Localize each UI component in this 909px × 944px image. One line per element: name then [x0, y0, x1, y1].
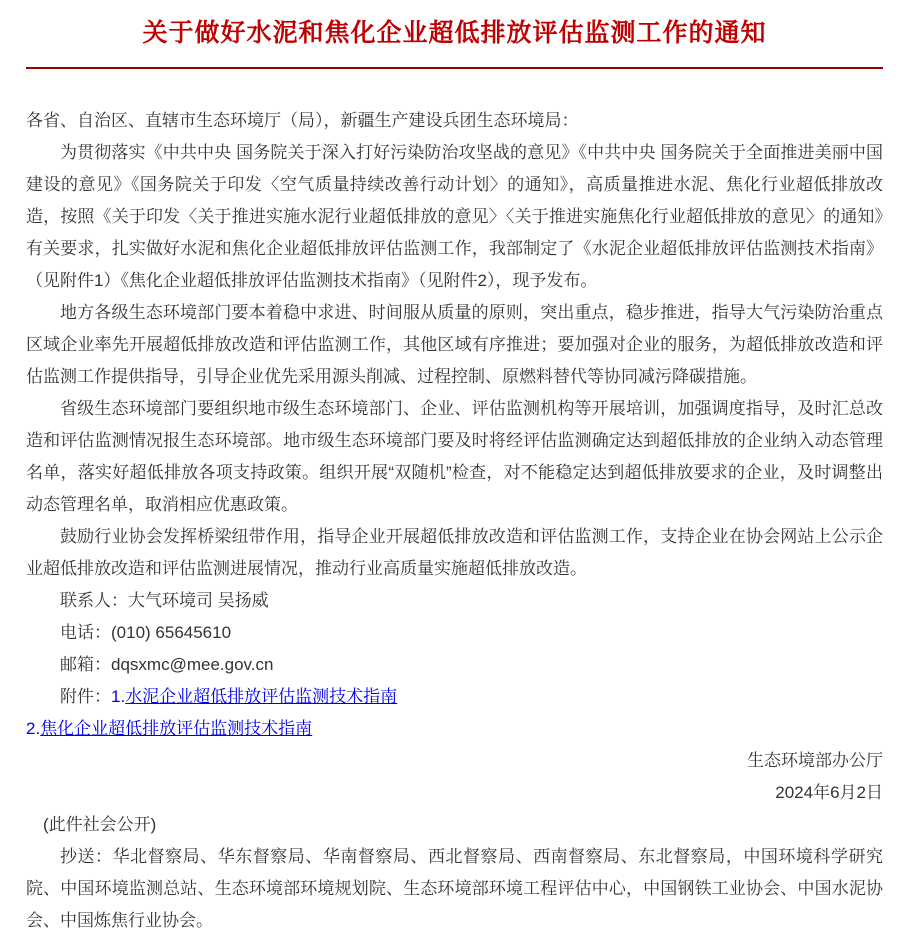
signature-date: 2024年6月2日 — [775, 783, 883, 802]
notice-body — [26, 105, 883, 937]
title-divider — [26, 67, 883, 69]
contact-phone-value: (010) 65645610 — [111, 623, 232, 642]
attachment-1-number: 1. — [111, 687, 126, 706]
paragraph-industry-associations: 鼓励行业协会发挥桥梁纽带作用，指导企业开展超低排放改造和评估监测工作，支持企业在协会网站上公示企业超低排放改造和评估监测进展情况，推动行业高质量实施超低排放改造。 — [26, 527, 883, 578]
attachment-2-number: 2. — [26, 719, 41, 738]
attachment-row-2 — [26, 713, 883, 745]
attachments-label: 附件： — [60, 687, 111, 706]
contact-email-row — [26, 649, 883, 681]
contact-email-label: 邮箱： — [60, 655, 111, 674]
attachment-link-coking-guide[interactable]: 焦化企业超低排放评估监测技术指南 — [40, 719, 313, 738]
contact-phone-row — [26, 617, 883, 649]
page-title: 关于做好水泥和焦化企业超低排放评估监测工作的通知 — [142, 19, 767, 47]
contact-email-value: dqsxmc@mee.gov.cn — [111, 655, 274, 674]
contact-person-row — [26, 585, 883, 617]
contact-person-label: 联系人： — [60, 591, 128, 610]
attachment-link-cement-guide[interactable]: 水泥企业超低排放评估监测技术指南 — [125, 687, 398, 706]
cc-line: 抄送：华北督察局、华东督察局、华南督察局、西北督察局、西南督察局、东北督察局，中国环境科学研究院、中国环境监测总站、生态环境部环境规划院、生态环境部环境工程评估中心，中国钢铁工业协会、中国水泥协会、中国炼焦行业协会。 — [26, 847, 883, 930]
attachment-row-1 — [26, 681, 883, 713]
signature-issuer: 生态环境部办公厅 — [747, 751, 883, 770]
public-disclosure-note: (此件社会公开) — [43, 815, 157, 834]
salutation-line: 各省、自治区、直辖市生态环境厅（局），新疆生产建设兵团生态环境局： — [26, 111, 579, 130]
paragraph-local-guidance: 地方各级生态环境部门要本着稳中求进、时间服从质量的原则，突出重点，稳步推进，指导大气污染防治重点区域企业率先开展超低排放改造和评估监测工作，其他区域有序推进；要加强对企业的服务，为超低排放改造和评估监测工作提供指导，引导企业优先采用源头削减、过程控制、原燃料替代等协同减污降碳措施。 — [26, 303, 883, 386]
paragraph-provincial-duties: 省级生态环境部门要组织地市级生态环境部门、企业、评估监测机构等开展培训，加强调度指导，及时汇总改造和评估监测情况报生态环境部。地市级生态环境部门要及时将经评估监测确定达到超低排放的企业纳入动态管理名单，落实好超低排放各项支持政策。组织开展“双随机”检查，对不能稳定达到超低排放要求的企业，及时调整出动态管理名单，取消相应优惠政策。 — [26, 399, 883, 514]
contact-phone-label: 电话： — [60, 623, 111, 642]
paragraph-basis: 为贯彻落实《中共中央 国务院关于深入打好污染防治攻坚战的意见》《中共中央 国务院关于全面推进美丽中国建设的意见》《国务院关于印发〈空气质量持续改善行动计划〉的通知》，高质量推进水泥、焦化行业超低排放改造，按照《关于印发〈关于推进实施水泥行业超低排放的意见〉〈关于推进实施焦化行业超低排放的意见〉的通知》有关要求，扎实做好水泥和焦化企业超低排放评估监测工作，我部制定了《水泥企业超低排放评估监测技术指南》（见附件1）《焦化企业超低排放评估监测技术指南》（见附件2），现予发布。 — [26, 143, 883, 290]
contact-person-value: 大气环境司 吴扬威 — [128, 591, 269, 610]
